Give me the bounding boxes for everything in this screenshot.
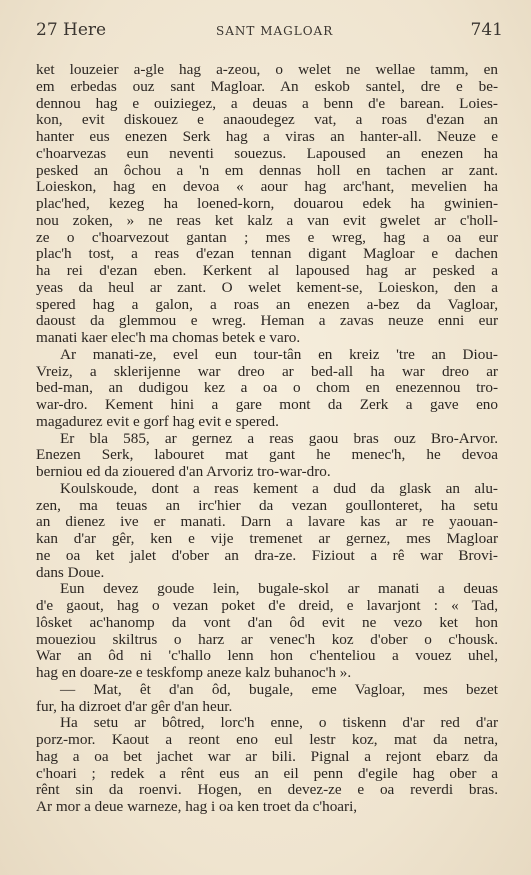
text-line: zen, ma teuas an irc'hier da vezan goullonteret, ha setu — [36, 497, 498, 514]
text-line: dans Doue. — [36, 564, 105, 581]
text-line: lôsket ac'hanomp da vont d'an ôd evit ne vezo ket hon — [36, 614, 498, 631]
text-line: hag en doare-ze e teskfomp aneze kalz buhanoc'h ». — [36, 665, 352, 681]
text-line: Eun devez goude lein, bugale-skol ar manati a deuas — [60, 581, 498, 598]
text-line: yeas da heul ar zant. O welet kement-se, Loieskon, den a — [36, 279, 498, 296]
text-line: daoust da glemmou e wreg. Heman a zavas neuze enni eur — [36, 313, 498, 330]
text-line: ze o c'hoarvezout gantan ; mes e wreg, hag a oa eur — [36, 229, 498, 246]
paragraph — [36, 481, 498, 582]
text-line: moueziou skiltrus o harz ar venec'h koz d'ober o c'housk. — [36, 631, 498, 648]
text-line: kan d'ar gêr, ken e vije tremenet ar gernez, mes Magloar — [36, 531, 498, 547]
text-line: kon, evit diskouez e anaoudegez vat, a roas d'ezan an — [36, 112, 498, 129]
text-line: magadurez evit e gorf hag evit e spered. — [36, 413, 279, 430]
paragraph — [36, 431, 498, 481]
text-line: ket louzeier a-gle hag a-zeou, o welet ne wellae tamm, en — [36, 62, 498, 78]
text-line: bed-man, an dudigou kez a oa o chom en enezennou tro- — [36, 380, 498, 397]
text-line: Loieskon, hag en devoa « aour hag arc'hant, mevelien ha — [36, 179, 498, 196]
paragraph — [36, 682, 498, 716]
text-line: pesked an ôchou a 'n em dennas holl en tachen ar zant. — [36, 162, 498, 179]
text-line: fur, ha dizroet d'ar gêr d'an heur. — [36, 698, 233, 715]
body-text — [36, 62, 498, 816]
paragraph — [36, 581, 498, 682]
page-number: 741 — [470, 20, 503, 40]
text-line: plac'h tost, a reas d'ezan tennan digant Magloar e dachen — [36, 246, 498, 263]
text-line: ne oa ket jalet d'ober an dra-ze. Fiziout a rê war Brovi- — [36, 547, 498, 564]
text-line: dennou hag e ouiziegez, a deuas a benn d'e barean. Loies- — [36, 95, 498, 112]
text-line: berniou ed da ziouered d'an Arvoriz tro-war-dro. — [36, 464, 331, 480]
text-line: c'hoari ; redek a rênt eus an eil penn d'egile hag ober a — [36, 765, 498, 782]
text-line: Ar manati-ze, evel eun tour-tân en kreiz 'tre an Diou- — [60, 346, 498, 363]
text-line: rênt sin da roenvi. Hogen, en devez-ze e oa reverdi bras. — [36, 782, 498, 799]
text-line: ha rei d'ezan eben. Kerkent al lapoused hag ar pesked a — [36, 263, 498, 279]
text-line: plac'hed, kezeg ha loened-korn, douarou edek ha gwinien- — [36, 196, 498, 212]
text-line: an dienez ive er manati. Darn a lavare kas ar re yaouan- — [36, 514, 498, 531]
paragraph — [36, 715, 498, 816]
header-title: SANT MAGLOAR — [216, 24, 334, 38]
text-line: War an ôd ni 'c'hallo lenn hon c'henteliou a vouez uhel, — [36, 648, 498, 665]
paragraph — [36, 347, 498, 431]
text-line: d'e gaout, hag o vezan poket d'e dreid, e lavarjont : « Tad, — [36, 598, 498, 614]
text-line: manati kaer elec'h ma chomas betek e varo. — [36, 330, 301, 346]
text-line: Ha setu ar bôtred, lorc'h enne, o tiskenn d'ar red d'ar — [60, 715, 498, 732]
text-line: Enezen Serk, labouret mat gant he menec'h, he devoa — [36, 447, 498, 464]
text-line: war-dro. Kement hini a gare mont da Zerk a gave eno — [36, 397, 498, 413]
text-line: porz-mor. Kaout a reont eno eul lestr koz, mat da netra, — [36, 732, 498, 748]
text-line: spered hag a galon, a roas an enezen a-bez da Vagloar, — [36, 296, 498, 313]
text-line: — Mat, êt d'an ôd, bugale, eme Vagloar, mes bezet — [60, 681, 498, 698]
text-line: Er bla 585, ar gernez a reas gaou bras ouz Bro-Arvor. — [60, 430, 498, 447]
text-line: Ar mor a deue warneze, hag i oa ken troet da c'hoari, — [36, 799, 358, 815]
text-line: nou zoken, » ne reas ket kalz a van evit gwelet ar c'holl- — [36, 212, 498, 229]
text-line: hag a oa bet jachet war ar bili. Pignal a rejont ebarz da — [36, 748, 498, 765]
text-line: c'hoarvezas eun neventi souezus. Lapoused an enezen ha — [36, 145, 498, 162]
text-line: Vreiz, a sklerijenne war dreo ar bed-all ha war dreo ar — [36, 363, 498, 380]
paragraph — [36, 62, 498, 347]
header-chapter-mark: 27 Here — [36, 20, 107, 40]
text-line: em erbedas ouz sant Magloar. An eskob santel, dre e be- — [36, 78, 498, 95]
running-header — [36, 20, 503, 46]
text-line: Koulskoude, dont a reas kement a dud da glask an alu- — [60, 480, 498, 497]
text-line: hanter eus enezen Serk hag a viras an hanter-all. Neuze e — [36, 129, 498, 145]
